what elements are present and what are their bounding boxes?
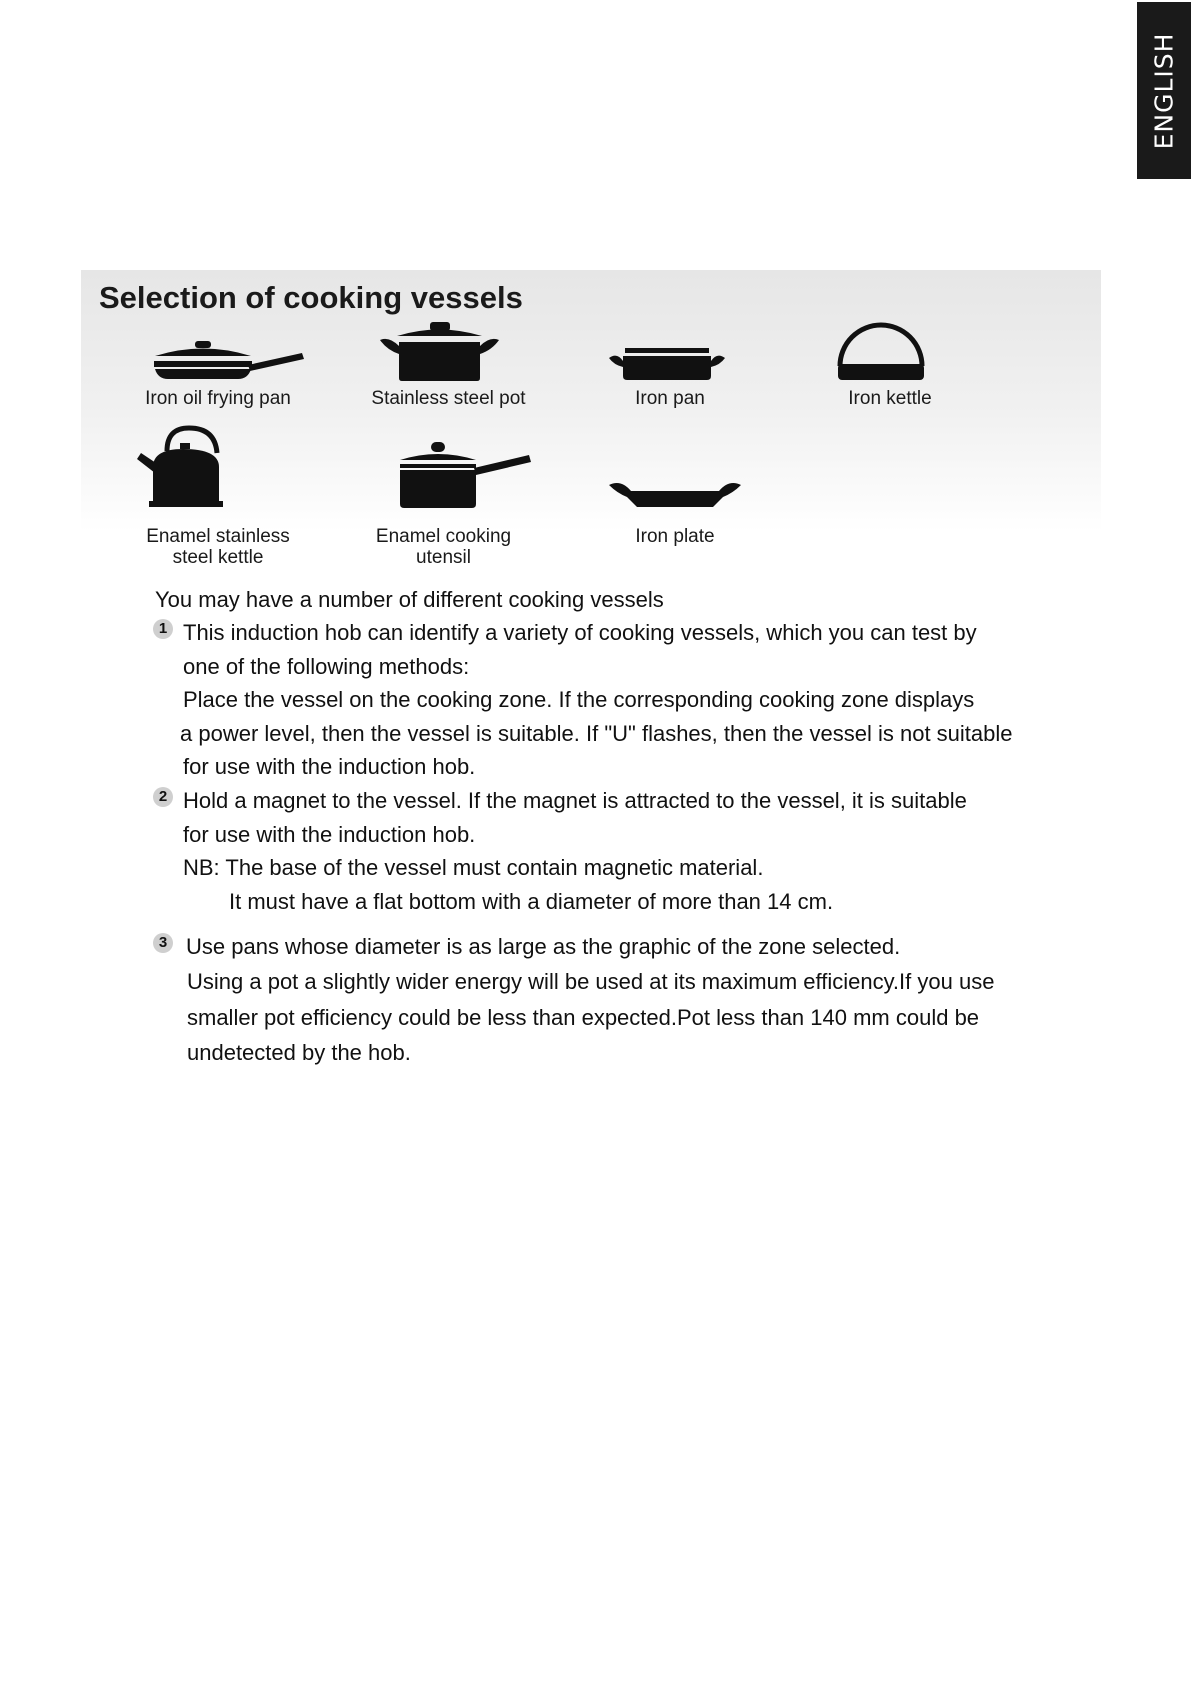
section-title: Selection of cooking vessels bbox=[99, 280, 523, 315]
stock-pot-icon bbox=[377, 320, 502, 382]
vessel-label: Iron kettle bbox=[848, 388, 932, 409]
step-text-line: undetected by the hob. bbox=[187, 1040, 411, 1065]
vessel-label: Stainless steel pot bbox=[371, 388, 526, 409]
frying-pan-icon bbox=[150, 337, 310, 382]
step-text-line: for use with the induction hob. bbox=[183, 822, 476, 847]
language-tab-label: ENGLISH bbox=[1149, 32, 1179, 149]
step-number-badge: 3 bbox=[153, 933, 173, 953]
vessel-label bbox=[128, 526, 308, 568]
step-number-badge: 2 bbox=[153, 787, 173, 807]
vessel-label-line: steel kettle bbox=[172, 547, 264, 568]
step-text-line: smaller pot efficiency could be less than expected.Pot less than 140 mm could be bbox=[187, 1005, 980, 1030]
vessel-label: Iron oil frying pan bbox=[145, 388, 291, 409]
step-text-line: NB: The base of the vessel must contain magnetic material. bbox=[183, 855, 764, 880]
step-number-badge: 1 bbox=[153, 619, 173, 639]
whistling-kettle-icon bbox=[137, 423, 235, 509]
step-text-line: one of the following methods: bbox=[183, 654, 470, 679]
step-text-line: Use pans whose diameter is as large as the graphic of the zone selected. bbox=[186, 934, 901, 959]
iron-plate-icon bbox=[607, 477, 743, 511]
step-text-line: a power level, then the vessel is suitable. If "U" flashes, then the vessel is not suitable bbox=[180, 721, 1013, 746]
intro-text: You may have a number of different cooking vessels bbox=[155, 587, 664, 612]
vessel-label: Iron pan bbox=[635, 388, 705, 409]
language-tab bbox=[1137, 2, 1191, 179]
vessel-label-line: utensil bbox=[416, 547, 471, 568]
iron-pan-icon bbox=[607, 346, 727, 382]
saucepan-icon bbox=[398, 440, 533, 510]
step-text-line: Using a pot a slightly wider energy will be used at its maximum efficiency.If you use bbox=[187, 969, 995, 994]
vessel-label-line: Enamel cooking bbox=[375, 526, 512, 547]
vessel-label: Iron plate bbox=[635, 526, 715, 547]
step-text-line: This induction hob can identify a variety of cooking vessels, which you can test by bbox=[183, 620, 977, 645]
step-text-line: for use with the induction hob. bbox=[183, 754, 476, 779]
step-text-line: It must have a flat bottom with a diameter of more than 14 cm. bbox=[229, 889, 834, 914]
vessel-label-line: Enamel stainless bbox=[146, 526, 290, 547]
step-text-line: Hold a magnet to the vessel. If the magnet is attracted to the vessel, it is suitable bbox=[183, 788, 967, 813]
dome-kettle-icon bbox=[836, 320, 926, 382]
step-text-line: Place the vessel on the cooking zone. If the corresponding cooking zone displays bbox=[183, 687, 975, 712]
vessel-label bbox=[356, 526, 531, 568]
